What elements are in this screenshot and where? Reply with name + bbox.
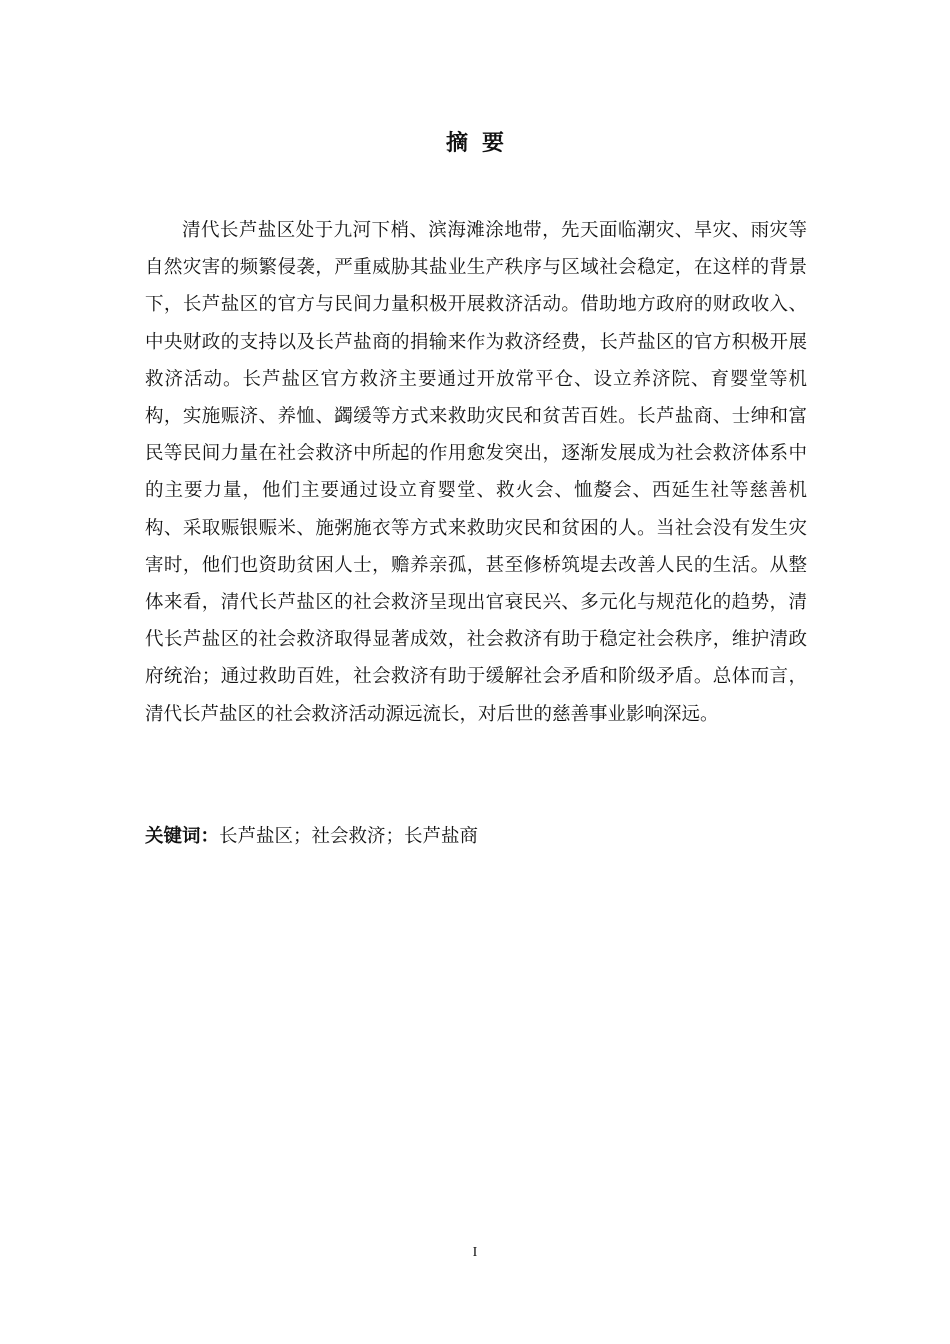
abstract-body: 清代长芦盐区处于九河下梢、滨海滩涂地带，先天面临潮灾、旱灾、雨灾等自然灾害的频繁侵袭，严重威胁其盐业生产秩序与区域社会稳定，在这样的背景下，长芦盐区的官方与民间力量积极开展救济活动。借助地方政府的财政收入、中央财政的支持以及长芦盐商的捐输来作为救济经费，长芦盐区的官方积极开展救济活动。长芦盐区官方救济主要通过开放常平仓、设立养济院、育婴堂等机构，实施赈济、养恤、蠲缓等方式来救助灾民和贫苦百姓。长芦盐商、士绅和富民等民间力量在社会救济中所起的作用愈发突出，逐渐发展成为社会救济体系中的主要力量，他们主要通过设立育婴堂、救火会、恤嫠会、西延生社等慈善机构、采取赈银赈米、施粥施衣等方式来救助灾民和贫困的人。当社会没有发生灾害时，他们也资助贫困人士，赡养亲孤，甚至修桥筑堤去改善人民的生活。从整体来看，清代长芦盐区的社会救济呈现出官衰民兴、多元化与规范化的趋势，清代长芦盐区的社会救济取得显著成效，社会救济有助于稳定社会秩序，维护清政府统治；通过救助百姓，社会救济有助于缓解社会矛盾和阶级矛盾。总体而言，清代长芦盐区的社会救济活动源远流长，对后世的慈善事业影响深远。 — [145, 220, 807, 725]
keywords-line — [145, 822, 807, 852]
keywords-value: 长芦盐区；社会救济；长芦盐商 — [219, 826, 479, 847]
keywords-label: 关键词： — [145, 826, 220, 847]
page-number: I — [472, 1245, 478, 1260]
page-title: 摘要 — [445, 131, 518, 156]
